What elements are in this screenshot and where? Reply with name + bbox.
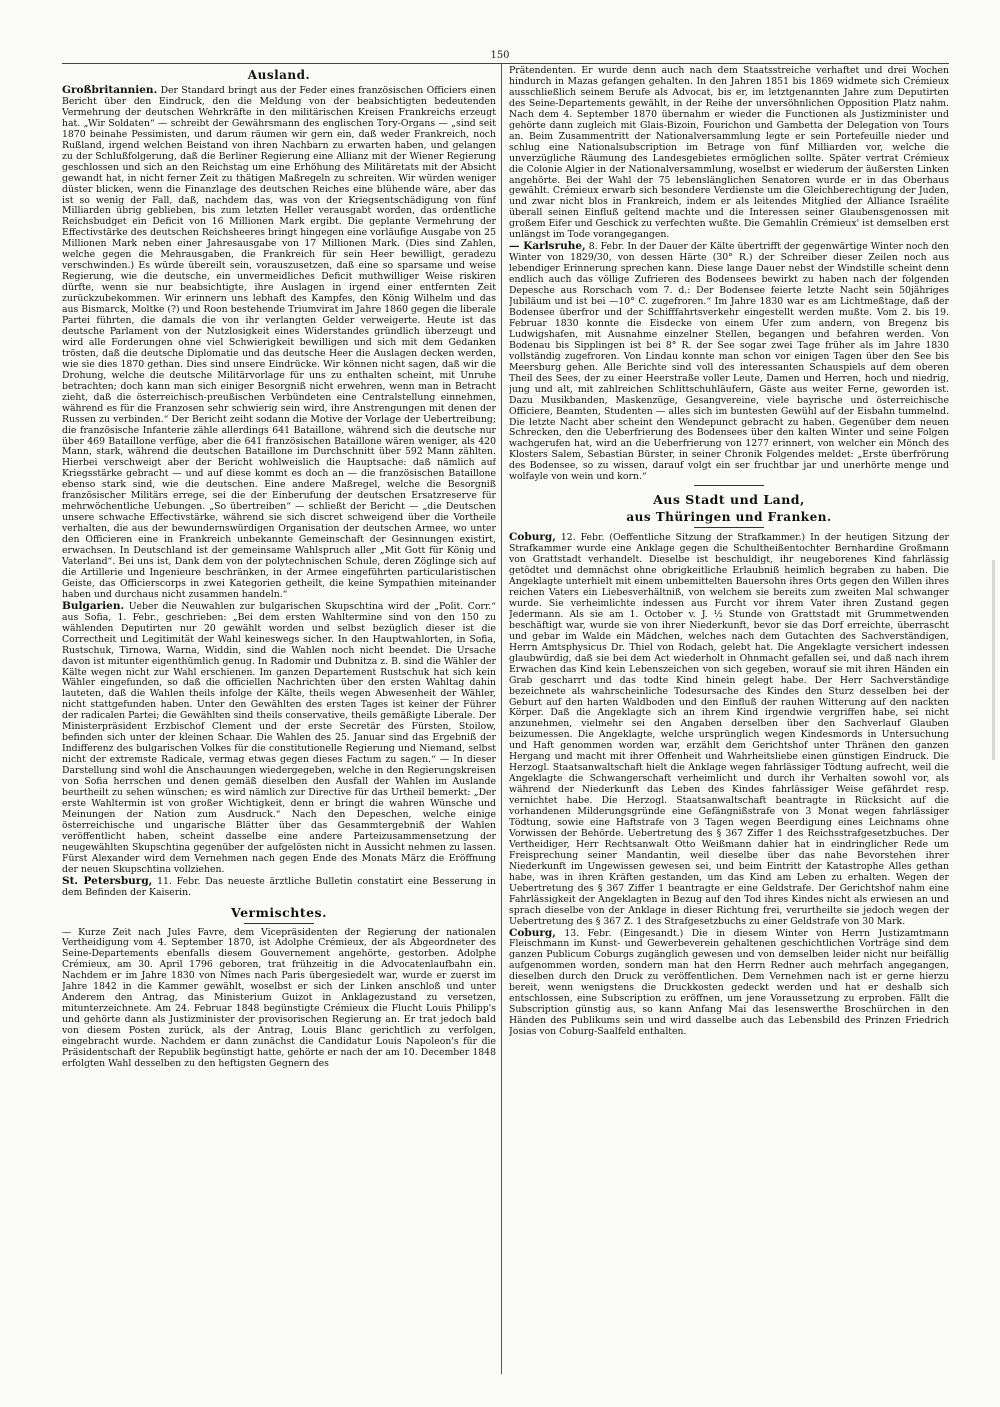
section-heading-vermischtes: Vermischtes. [231,904,327,920]
section-heading-stadt-land: Aus Stadt und Land, [653,492,805,508]
dateline-bulgarien: Bulgarien. [62,599,125,612]
section-heading-ausland: Ausland. [247,68,311,82]
article-text: Der Standard bringt aus der Feder eines französischen Officiers einen Bericht über den Eindruck, den die Meldung von der beabsichtigten bedeutenden Vermehrung der deutschen Wehrkräfte in den militärischen Kreisen Frankreichs erzeugt hat. „Wir Soldaten“ — schreibt der Gewährsmann des englischen Tory-Organs — „sind seit 1870 beinahe Pessimisten, und darum räumen wir gern ein, daß weder Frankreich, noch Rußland, irgend welchen Beistand von ihren Nachbarn zu erwarten haben, und gelangen zu der Schlußfolgerung, daß die Berliner Regierung eine Allianz mit der Wiener Regierung geschlossen und sich an den Reichstag um eine Erhöhung des Militäretats mit der Absicht gewandt hat, in nicht ferner Zeit zu thätigen Maßregeln zu schreiten. Wir würden weniger düster blicken, wenn die Finanzlage des deutschen Reiches eine blühende wäre, aber das ist so wenig der Fall, daß, nachdem das, was von der Kriegsentschädigung von fünf Milliarden übrig geblieben, bis zum letzten Heller verausgabt worden, das ordentliche Reichsbudget ein Deficit von 16 Millionen Mark ergibt. Die geplante Vermehrung der Effectivstärke des deutschen Reichsheeres bringt hingegen eine vorläufige Ausgabe von 25 Millionen Mark neben einer Jahresausgabe von 17 Millionen Mark. (Dies sind Zahlen, welche gegen die Mehrausgaben, die Frankreich für sein Heer bewilligt, geradezu verschwinden.) Es würde übereilt sein, vorauszusetzen, daß eine so sparsame und weise Regierung, wie die deutsche, ein unvermeidliches Deficit muthwilliger Weise riskiren dürfte, wenn sie nur beabsichtigte, ihre Auslagen in irgend einer entfernten Zeit zurückzubekommen. Wir erinnern uns lebhaft des Kampfes, den König Wilhelm und das aus Bismarck, Moltke (?) und Roon bestehende Triumvirat im Jahre 1860 gegen die liberale Partei führten, die damals die von ihr verlangten Gelder verweigerte. Heute ist das deutsche Parlament von der Nutzlosigkeit eines Widerstandes gründlich überzeugt und wird alle Forderungen ohne viel Schwierigkeit bewilligen und sich mit dem Gedanken trösten, daß die deutsche Diplomatie und das deutsche Heer die Auslagen decken werden, wie sie dies 1870 gethan. Dies sind unsere Eindrücke. Wir können nicht sagen, daß wir die Drohung, welche die deutsche Militärvorlage für uns zu enthalten scheint, mit Unruhe betrachten; doch kann man sich einiger Besorgniß nicht erwehren, wenn man in Betracht zieht, daß die österreichisch-preußischen Verbündeten eine Centralstellung einnehmen, während es für die Franzosen sehr schwierig sein wird, ihre Anstrengungen mit denen der Russen zu verbinden.“ Der Bericht zeiht sodann die Motive der Vorlage der Uebertreibung; die französische Infanterie zähle allerdings 641 Bataillone, während sich die deutsche nur über 469 Bataillone verfüge, aber die 641 französischen Bataillone wären weniger, als 420 Mann, stark, während die deutschen Bataillone im Durchschnitt über 592 Mann zählten. Hierbei verschweigt aber der Bericht wohlweislich die Hauptsache: daß nämlich auf Kriegsstärke gebracht — und auf diese kommt es doch an — die französischen Bataillone ebenso stark sind, wie die deutschen. Eine andere Maßregel, welche die Besorgniß französischer Militärs errege, sei die der Einberufung der deutschen Ersatzreserve für mehrwöchentliche Uebungen. „So übertreiben“ — schließt der Bericht — „die Deutschen unsere schwache Effectivstärke, während sie sich discret schweigend über die Vortheile verhalten, die aus der bewundernswürdigen Organisation der deutschen Armee, wo unter den Officieren eine in Frankreich unbekannte Gemeinschaft der Gesinnungen existirt, erwachsen. In Deutschland ist der gemeinsame Wahlspruch aller „Mit Gott für König und Vaterland“. Bei uns ist, Dank dem von der polytechnischen Schule, deren Zöglinge sich auf die Artillerie und Ingenieure beschränken, in der Armee eingeführten particularistischen Geiste, das Officierscorps in zwei Kategorien getheilt, die keine Sympathien miteinander haben und durchaus nicht zusammen handeln.“ [62,85,496,600]
article-cremieux [62,928,496,1070]
article-text: 11. Febr. Das neueste ärztliche Bulletin constatirt eine Besserung in dem Befinden der Kaiserin. [62,875,496,898]
dateline-karlsruhe: — Karlsruhe, [509,240,586,253]
article-grossbritannien [62,85,496,601]
dateline-coburg: Coburg, [509,926,556,939]
dateline-st-petersburg: St. Petersburg, [62,874,153,887]
article-karlsruhe [509,241,949,483]
article-bulgarien [62,601,496,876]
article-cremieux-continued [509,66,949,241]
heading-rule [694,527,764,528]
heading-rule [244,923,314,924]
left-column [62,66,496,1376]
article-text: Prätendenten. Er wurde denn auch nach dem Staatsstreiche verhaftet und drei Wochen hindurch in Mazas gefangen gehalten. In den Jahren 1851 bis 1869 widmete sich Crémieux ausschließlich seinem Berufe als Advocat, bis er, im letztgenannten Jahre zum Deputirten des Seine-Departements gewählt, in der Reihe der unversöhnlichen Opposition Platz nahm. Nach dem 4. September 1870 übernahm er wieder die Functionen als Justizminister und gehörte dann zugleich mit Glais-Bizoin, Fourichon und Gambetta der Delegation von Tours an. Beim Zusammentritt der Nationalversammlung legte er sein Portefeuille nieder und schlug eine Nationalsubscription im Betrage von fünf Milliarden vor, welche die unverzügliche Räumung des Landesgebietes ermöglichen sollte. Später vertrat Crémieux die Colonie Algier in der Nationalversammlung, woselbst er wiederum der äußersten Linken angehörte. Bei der Wahl der 75 lebenslänglichen Senatoren wurde er in das Oberhaus gewählt. Crémieux erwarb sich besondere Verdienste um die Gleichberechtigung der Juden, und zwar nicht blos in Frankreich, indem er als leitendes Mitglied der Alliance Israélite überall seinen Einfluß geltend machte und die Interessen seiner Glaubensgenossen mit großem Eifer und Geschick zu verfechten wußte. Die Gemahlin Crémieux' ist demselben erst unlängst im Tode vorangegangen. [509,66,949,241]
dateline-grossbritannien: Großbritannien. [62,84,158,96]
right-column [509,66,949,1376]
article-text: 13. Febr. (Eingesandt.) Die in diesem Winter von Herrn Justizamtmann Fleischmann im Kunst- und Gewerbeverein gehaltenen geschichtlichen Vorträge sind dem ganzen Publicum Coburgs zugänglich gewesen und von demselben leider nicht nur beifällig aufgenommen worden, sondern man hat den Herrn Redner auch mehrfach angegangen, dieselben durch den Druck zu veröffentlichen. Dem Vernehmen nach ist er gerne hierzu bereit, wenn wenigstens die Druckkosten gedeckt werden und hat er deshalb sich entschlossen, eine Subscription zu eröffnen, um jene Voraussetzung zu erproben. Fällt die Subscription günstig aus, so kann Anfang Mai das lesenswerthe Broschürchen in den Händen des Publikums sein und wird dasselbe auch das Lebensbild des Prinzen Friedrich Josias von Coburg-Saalfeld enthalten. [509,927,949,1038]
article-coburg-eingesandt [509,928,949,1039]
header-rule [62,63,949,64]
article-text: 8. Febr. In der Dauer der Kälte übertrifft der gegenwärtige Winter noch den Winter von 1829/30, von dessen Härte (30° R.) der Schreiber dieser Zeilen noch aus lebendiger Erinnerung sprechen kann. Diese lange Dauer nebst der Windstille scheint denn endlich auch das völlige Zufrieren des Bodensees bewirkt zu haben nach der folgenden Depesche aus Rorschach vom 7. d.: Der Bodensee feierte letzte Nacht sein 50jähriges Jubiläum und ist bei —10° C. zugefroren.“ Im Jahre 1830 war es am Lichtmeßtage, daß der Bodensee überfror und der Schifffahrtsverkehr eingestellt werden mußte. Vom 2. bis 19. Februar 1830 konnte die Eisdecke von einem Ufer zum andern, von Bregenz bis Ludwigshafen, mit Ausnahme einzelner Stellen, begangen und befahren werden. Von Bodenau bis Sipplingen ist bei 8° R. der See sogar zwei Tage früher als im Jahre 1830 vollständig zugefroren. Von Lindau konnte man schon vor einigen Tagen über den See bis Meersburg gehen. Alle Berichte sind voll des interessanten Schauspiels auf dem oberen Theil des Sees, der zu einer Heerstraße voller Leute, Damen und Herren, hoch und niedrig, jung und alt, mit zahlreichen Schlittschuhläufern, Gäste aus weiter Ferne, geworden ist. Dazu Musikbanden, Maskenzüge, Gesangvereine, viele bayrische und österreichische Officiere, Beamten, Studenten — alles sich im buntesten Gewühl auf der Eisbahn tummelnd. Die letzte Nacht aber scheint den Wendepunct gebracht zu haben. Gegenüber dem neuen Schrecken, den die Ueberfrierung des Bodensees über den kalten Winter und seine Folgen wachgerufen hat, wird an die Ueberfrierung von 1277 erinnert, von welcher ein Mönch des Klosters Salem, Sebastian Bürster, in seiner Chronik Folgendes meldet: „Erste überfrörung des Bodensee, so zu wissen, darauf volgt ein ser fruchtbar jar und unerhörte menge und wolfayle von wein und korn.“ [509,241,949,483]
article-coburg-strafkammer [509,532,949,927]
article-text: 12. Febr. (Oeffentliche Sitzung der Strafkammer.) In der heutigen Sitzung der Strafkammer wurde eine Anklage gegen die Schultheißentochter Bernhardine Großmann von Grattstadt verhandelt. Dieselbe ist beschuldigt, ihr neugeborenes Kind fahrlässig getödtet und demnächst ohne obrigkeitliche Erlaubniß heimlich begraben zu haben. Die Angeklagte unterhielt mit einem unbemittelten Bauersohn ihres Orts gegen den Willen ihres reichen Vaters ein Liebesverhältniß, von welchem sie bereits zum zweiten Mal schwanger wurde. Sie verheimlichte indessen aus Furcht vor ihrem Vater ihren Zustand gegen Jedermann. Als sie am 1. October v. J. ½ Stunde von Grattstadt mit Grummetwenden beschäftigt war, wurde sie von ihrer Niederkunft, bevor sie das Dorf erreichte, überrascht und gebar im Walde ein Mädchen, welches nach dem Gutachten des Sachverständigen, Herrn Amtsphysicus Dr. Thiel von Rodach, gelebt hat. Die Angeklagte versichert indessen glaubwürdig, daß sie bei dem Act wiederholt in Ohnmacht gefallen sei, und daß nach ihrem Erwachen das Kind kein Lebenszeichen von sich gegeben, worauf sie mit ihren Händen ein Grab gescharrt und das todte Kind hinein gelegt habe. Der Herr Sachverständige bezeichnete als wahrscheinliche Todesursache des Kindes den Sturz desselben bei der Geburt auf den harten Waldboden und den Einfluß der rauhen Witterung auf den nackten Körper. Daß die Angeklagte sich an ihrem Kind irgendwie vergriffen habe, sei nicht anzunehmen, vielmehr sei den Angaben derselben über den Sachverlauf Glauben beizumessen. Die Angeklagte, welche ursprünglich wegen Kindesmords in Untersuchung und Haft genommen worden war, erzählt dem Gerichtshof unter Thränen den ganzen Hergang und macht mit ihrer Offenheit und Wahrheitsliebe einen günstigen Eindruck. Die Herzogl. Staatsanwaltschaft hielt die Anklage wegen fahrlässiger Tödtung aufrecht, weil die Angeklagte die Schwangerschaft verheimlicht und durch ihr Verhalten sowohl vor, als während der Niederkunft das Leben des Kindes fahrlässiger Weise gefährdet resp. vernichtet habe. Die Herzogl. Staatsanwaltschaft beantragte in Rücksicht auf die vorhandenen Milderungsgründe eine Gefängnißstrafe von 3 Monat wegen fahrlässiger Tödtung, sowie eine Haftstrafe von 3 Tagen wegen Beerdigung eines Leichnams ohne Vorwissen der Behörde. Uebertretung des § 367 Ziffer 1 des Reichsstrafgesetzbuches. Der Vertheidiger, Herr Rechtsanwalt Otto Weißmann dahier hat in eindringlicher Rede um Freisprechung seiner Mandantin, weil dieselbe über das nahe Bevorstehen ihrer Niederkunft im Ungewissen gewesen sei, und beim Eintritt der Katastrophe Alles gethan habe, was in ihren Kräften gestanden, um das Kind am Leben zu erhalten. Wegen der Uebertretung des § 367 Ziffer 1 beantragte er eine Geldstrafe. Der Gerichtshof nahm eine Fahrlässigkeit der Angeklagten in Bezug auf den Tod ihres Kindes nicht als erwiesen an und sprach dieselbe von der Anklage in dieser Richtung frei, verurtheilte sie jedoch wegen der Uebertretung des § 367 Z. 1 des Strafgesetzbuchs zu einer Geldstrafe von 30 Mark. [509,532,949,927]
article-text: Ueber die Neuwahlen zur bulgarischen Skupschtina wird der „Polit. Corr.“ aus Sofia, 1. Febr., geschrieben: „Bei dem ersten Wahltermine sind von den 150 zu wählenden Deputirten nur 20 gewählt worden und selbst bezüglich dieser ist die Correctheit und Legitimität der Wahl keineswegs sicher. In den Hauptwahlorten, in Sofia, Rustschuk, Tirnowa, Warna, Widdin, sind die Wahlen noch nicht beendet. Die Ursache davon ist mitunter eigenthümlich genug. In Radomir und Dubnitza z. B. sind die Wähler der Kälte wegen nicht zur Wahl erschienen. Im ganzen Departement Rustschuk hat sich kein Wähler eingefunden, so daß die officiellen Nachrichten über den ersten Wahltag dahin lauteten, daß die Wahlen theils infolge der Kälte, theils wegen Abwesenheit der Wähler, nicht stattgefunden haben. Unter den Gewählten des ersten Tages ist keiner der Führer der radicalen Partei; die Gewählten sind theils conservative, theils gemäßigte Liberale. Der Ministerpräsident Erzbischof Clement und der erste Secretär des Fürsten, Stoilow, befinden sich unter der kleinen Schaar. Die Wahlen des 25. Januar sind das Ergebniß der Indifferenz des bulgarischen Volkes für die constitutionelle Regierung und Niemand, selbst nicht der extremste Radicale, vermag etwas gegen dieses Factum zu sagen.“ — In dieser Darstellung sind wohl die Anschauungen wiedergegeben, welche in den Regierungskreisen von Sofia herrschen und denen gemäß dieselben den Ausfall der Wahlen im Auslande beurtheilt zu sehen wünschen; es wird nämlich zur Directive für das Urtheil bemerkt: „Der erste Wahltermin ist von großer Wichtigkeit, denn er bringt die wahren Wünsche und Meinungen der Nation zum Ausdruck.“ Nach den Depeschen, welche einige österreichische und ungarische Blätter über das Gesammtergebniß der Wahlen veröffentlicht haben, scheint dasselbe eine andere Parteizusammensetzung der neugewählten Skupschtina gegenüber der aufgelösten nicht in Aussicht nehmen zu lassen. Fürst Alexander wird dem Vernehmen nach gegen Ende des Monats März die Eröffnung der neuen Skupschtina vollziehen. [62,600,496,875]
section-heading-thueringen-franken: aus Thüringen und Franken. [626,510,832,525]
article-text: — Kurze Zeit nach Jules Favre, dem Vicepräsidenten der Regierung der nationalen Vertheidigung vom 4. September 1870, ist Adolphe Crémieux, der als Abgeordneter des Seine-Departements ebenfalls diesem Gouvernement angehörte, gestorben. Adolphe Crémieux, am 30. April 1796 geboren, trat frühzeitig in die Advocatenlaufbahn ein. Nachdem er im Jahre 1830 von Nîmes nach Paris übergesiedelt war, wurde er zuerst im Jahre 1842 in die Kammer gewählt, woselbst er sich der Linken anschloß und unter Anderem den Antrag, das Ministerium Guizot in Anklagezustand zu versetzen, mitunterzeichnete. Am 24. Februar 1848 begünstigte Crémieux die Flucht Louis Philipp's und gehörte dann als Justizminister der provisorischen Regierung an. Er trat jedoch bald von diesem Posten zurück, als der Antrag, Louis Blanc gerichtlich zu verfolgen, eingebracht wurde. Nachdem er dann zunächst die Candidatur Louis Napoleon's für die Präsidentschaft der Republik begünstigt hatte, gehörte er nach der am 10. December 1848 erfolgten Wahl desselben zu den heftigsten Gegnern des [62,926,496,1069]
page-edge-shadow [992,560,995,760]
dateline-coburg: Coburg, [509,531,556,544]
column-rule [501,64,502,1374]
article-st-petersburg [62,876,496,899]
page-number: 150 [490,50,510,61]
heading-rule [694,485,764,486]
